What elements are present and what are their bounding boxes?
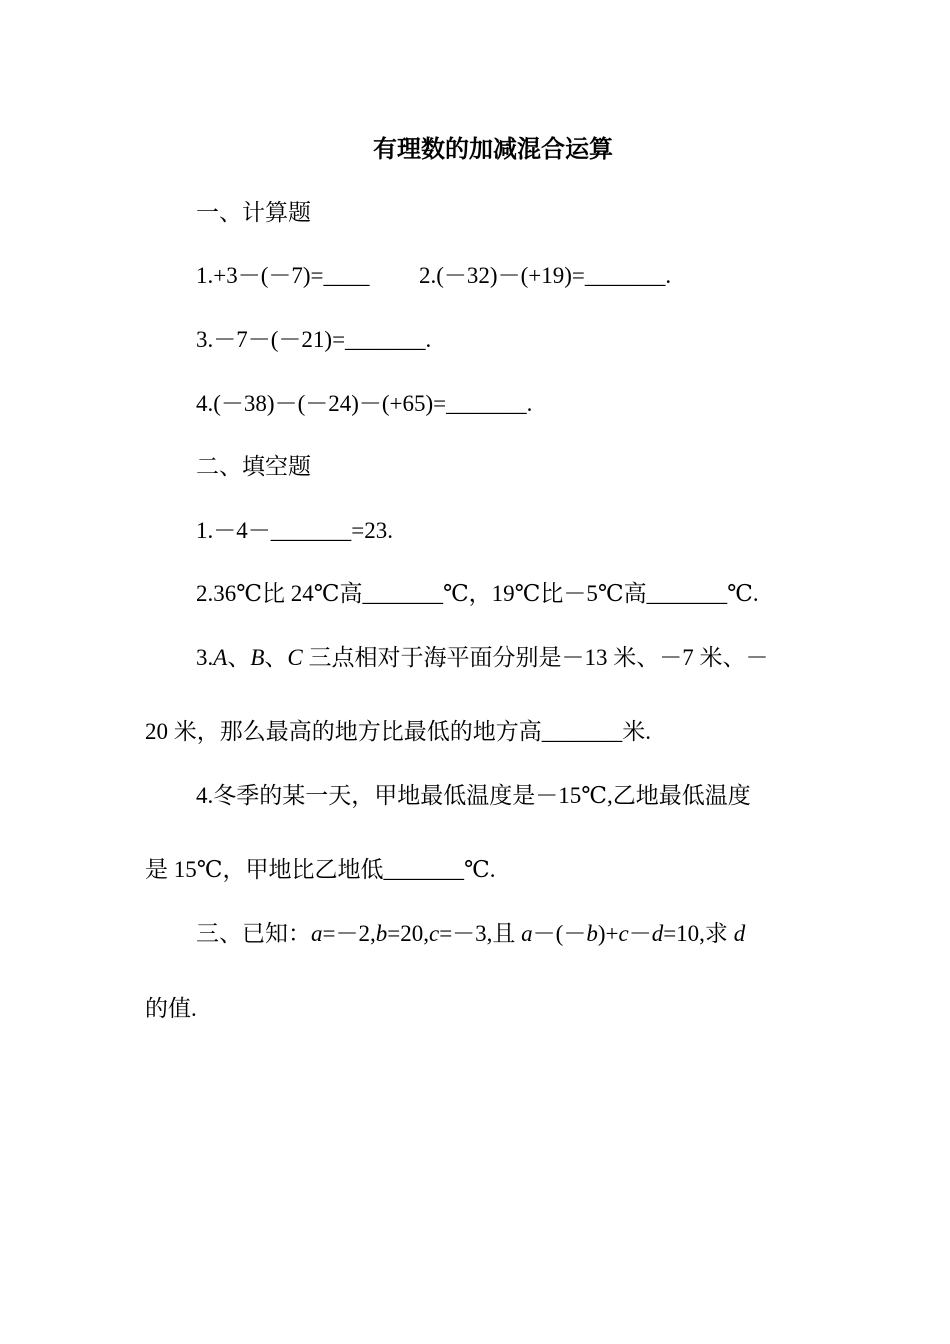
section-1-question-2: 2.(－32)－(+19)=_______.: [419, 263, 672, 288]
point-a-label: A: [213, 645, 228, 670]
section-2-question-3-line-1: [196, 643, 768, 673]
section-2-question-1: 1.－4－_______=23.: [196, 518, 393, 543]
variable-c: c: [618, 921, 629, 946]
section-2-question-4-line-1: 4.冬季的某一天，甲地最低温度是－15℃,乙地最低温度: [196, 783, 751, 808]
expr-text: =20,: [387, 921, 429, 946]
point-c-label: C: [287, 645, 303, 670]
variable-c: c: [428, 921, 440, 946]
q3-separator: 、: [264, 645, 288, 670]
expr-text: =－2,: [322, 921, 376, 946]
expr-text: －: [628, 921, 652, 946]
section-1-question-3: 3.－7－(－21)=_______.: [196, 327, 432, 352]
expr-text: －(－: [532, 921, 587, 946]
section-2-question-4-line-2: 是 15℃，甲地比乙地低_______℃.: [145, 857, 496, 882]
section-3-question-line-2: 的值.: [145, 996, 197, 1021]
section-2-question-2: 2.36℃比 24℃高_______℃，19℃比－5℃高_______℃.: [196, 581, 759, 606]
section-3-question-line-1: [196, 919, 745, 949]
q3-prefix: 3.: [196, 645, 214, 670]
variable-b: b: [375, 921, 388, 946]
variable-b: b: [586, 921, 598, 946]
expr-text: )+: [597, 921, 619, 946]
q3-text: 三点相对于海平面分别是－13 米、－7 米、－: [302, 645, 769, 670]
point-b-label: B: [250, 645, 265, 670]
page-title: 有理数的加减混合运算: [373, 137, 613, 163]
section-3-prefix: 三、已知：: [196, 921, 311, 946]
q3-separator: 、: [227, 645, 251, 670]
section-1-heading: 一、计算题: [196, 200, 311, 225]
section-2-question-3-line-2: 20 米，那么最高的地方比最低的地方高_______米.: [145, 719, 651, 744]
variable-d: d: [733, 921, 746, 946]
section-2-heading: 二、填空题: [196, 454, 311, 479]
expr-text: =10,求: [663, 921, 734, 946]
variable-a: a: [521, 921, 533, 946]
section-1-question-4: 4.(－38)－(－24)－(+65)=_______.: [196, 391, 533, 416]
section-1-question-1: 1.+3－(－7)=____: [196, 263, 370, 288]
variable-d: d: [651, 921, 664, 946]
variable-a: a: [311, 921, 323, 946]
expr-text: =－3,且: [439, 921, 522, 946]
